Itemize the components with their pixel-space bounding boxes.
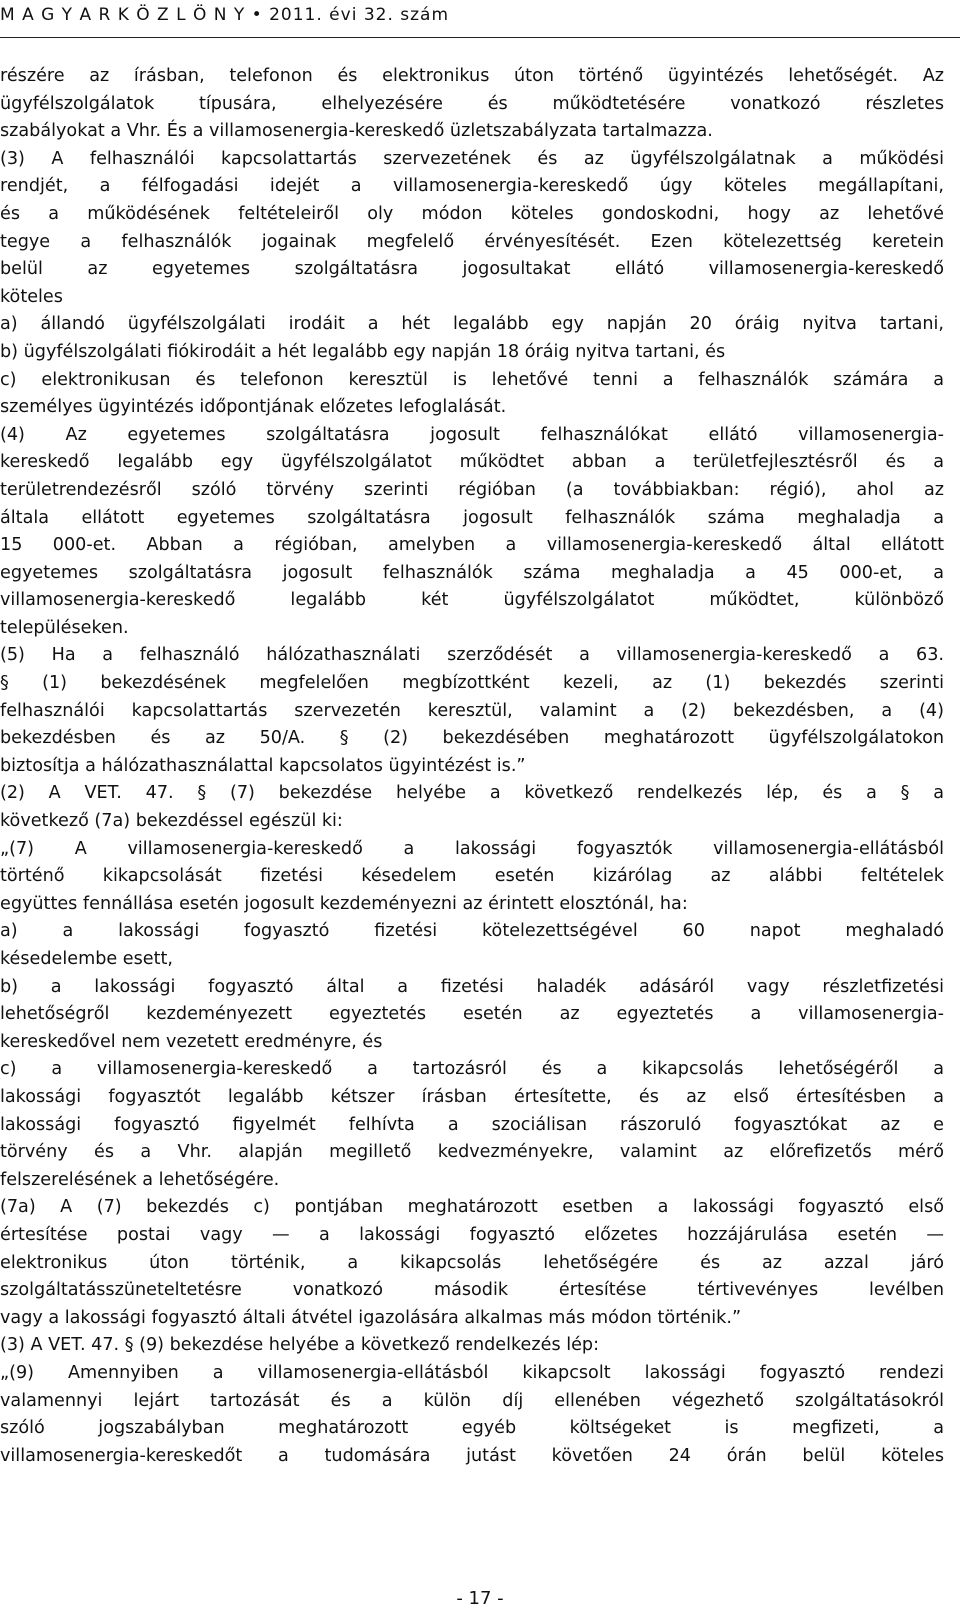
text-line: lehetőségről kezdeményezett egyeztetés esetén az egyeztetés a villamosenergia- (0, 1004, 944, 1025)
text-line: vagy a lakossági fogyasztó általi átvétel igazolására alkalmas más módon történik.” (0, 1307, 742, 1328)
text-line: lakossági fogyasztót legalább kétszer írásban értesítette, és az első értesítésben a (0, 1086, 944, 1107)
text-line: „(7) A villamosenergia-kereskedő a lakossági fogyasztók villamosenergia-ellátásból (0, 838, 944, 859)
page-header: M A G Y A R K Ö Z L Ö N Y • 2011. évi 32. szám (0, 5, 450, 25)
text-line: (5) Ha a felhasználó hálózathasználati szerződését a villamosenergia-kereskedő a 63. (0, 645, 944, 666)
text-line: (3) A VET. 47. § (9) bekezdése helyébe a következő rendelkezés lép: (0, 1335, 600, 1356)
text-line: történő kikapcsolását fizetési késedelem esetén kizárólag az alábbi feltételek (0, 866, 944, 887)
text-line: részére az írásban, telefonon és elektronikus úton történő ügyintézés lehetőségét. Az (0, 66, 944, 86)
text-line: villamosenergia-kereskedő legalább két ügyfélszolgálatot működtet, különböző (0, 590, 944, 611)
text-line: (2) A VET. 47. § (7) bekezdése helyébe a következő rendelkezés lép, és a § a (0, 783, 944, 804)
text-line: felszerelésének a lehetőségére. (0, 1169, 280, 1190)
text-line: törvény és a Vhr. alapján megillető kedvezményekre, valamint az előrefizetős mérő (0, 1142, 944, 1163)
text-line: ügyfélszolgálatok típusára, elhelyezésére és működtetésére vonatkozó részletes (0, 93, 944, 114)
text-line: köteles (0, 286, 63, 307)
text-line: bekezdésben és az 50/A. § (2) bekezdésében meghatározott ügyfélszolgálatokon (0, 728, 944, 749)
text-line: belül az egyetemes szolgáltatásra jogosultakat ellátó villamosenergia-kereskedő (0, 259, 944, 280)
text-line: együttes fennállása esetén jogosult kezdeményezni az érintett elosztónál, ha: (0, 893, 688, 914)
text-line: szóló jogszabályban meghatározott egyéb költségeket is megfizeti, a (0, 1418, 944, 1439)
text-line: villamosenergia-kereskedőt a tudomására jutást követően 24 órán belül köteles (0, 1445, 944, 1466)
text-line: szabályokat a Vhr. És a villamosenergia-kereskedő üzletszabályzata tartalmazza. (0, 121, 713, 142)
text-line: személyes ügyintézés időpontjának előzetes lefoglalását. (0, 397, 507, 418)
text-line: „(9) Amennyiben a villamosenergia-ellátásból kikapcsolt lakossági fogyasztó rendezi (0, 1362, 944, 1383)
text-line: valamennyi lejárt tartozását és a külön díj ellenében végezhető szolgáltatásokról (0, 1390, 944, 1411)
text-line: b) a lakossági fogyasztó által a fizetési haladék adásáról vagy részletfizetési (0, 976, 944, 997)
text-line: a) állandó ügyfélszolgálati irodáit a hét legalább egy napján 20 óráig nyitva tartani, (0, 314, 944, 335)
text-line: (7a) A (7) bekezdés c) pontjában meghatározott esetben a lakossági fogyasztó első (0, 1197, 944, 1218)
text-line: 15 000-et. Abban a régióban, amelyben a villamosenergia-kereskedő által ellátott (0, 535, 944, 556)
text-line: késedelembe esett, (0, 949, 174, 969)
text-line: és a működésének feltételeiről oly módon köteles gondoskodni, hogy az lehetővé (0, 203, 944, 224)
text-line: elektronikus úton történik, a kikapcsolás lehetőségére és az azzal járó (0, 1252, 944, 1273)
text-line: egyetemes szolgáltatásra jogosult felhasználók száma meghaladja a 45 000-et, a (0, 562, 944, 583)
text-line: értesítése postai vagy — a lakossági fogyasztó előzetes hozzájárulása esetén — (0, 1224, 944, 1245)
text-line: általa ellátott egyetemes szolgáltatásra jogosult felhasználók száma meghaladja a (0, 507, 944, 528)
text-line: c) a villamosenergia-kereskedő a tartozásról és a kikapcsolás lehetőségéről a (0, 1059, 944, 1080)
text-line: rendjét, a félfogadási idejét a villamosenergia-kereskedő úgy köteles megállapítani, (0, 176, 944, 197)
page-number: - 17 - (456, 1588, 504, 1609)
text-line: területrendezésről szóló törvény szerinti régióban (a továbbiakban: régió), ahol az (0, 479, 944, 500)
text-line: felhasználói kapcsolattartás szervezetén keresztül, valamint a (2) bekezdésben, a (4) (0, 700, 944, 721)
text-line: lakossági fogyasztó figyelmét felhívta a szociálisan rászoruló fogyasztókat az e (0, 1114, 944, 1135)
text-line: c) elektronikusan és telefonon keresztül is lehetővé tenni a felhasználók számára a (0, 369, 944, 390)
text-line: § (1) bekezdésének megfelelően megbízottként kezeli, az (1) bekezdés szerinti (0, 673, 944, 694)
text-line: (4) Az egyetemes szolgáltatásra jogosult felhasználókat ellátó villamosenergia- (0, 424, 944, 445)
document-body (0, 63, 944, 1470)
text-line: a) a lakossági fogyasztó fizetési kötelezettségével 60 napot meghaladó (0, 921, 944, 942)
text-line: tegye a felhasználók jogainak megfelelő érvényesítését. Ezen kötelezettség keretein (0, 231, 944, 252)
text-line: (3) A felhasználói kapcsolattartás szervezetének és az ügyfélszolgálatnak a működési (0, 148, 944, 169)
text-line: kereskedővel nem vezetett eredményre, és (0, 1031, 383, 1052)
text-line: b) ügyfélszolgálati fiókirodáit a hét legalább egy napján 18 óráig nyitva tartani, és (0, 341, 726, 362)
text-line: biztosítja a hálózathasználattal kapcsolatos ügyintézést is.” (0, 755, 526, 776)
text-line: szolgáltatásszüneteltetésre vonatkozó második értesítése tértivevényes levélben (0, 1280, 944, 1301)
text-line: településeken. (0, 617, 129, 638)
text-line: következő (7a) bekezdéssel egészül ki: (0, 811, 343, 832)
text-line: kereskedő legalább egy ügyfélszolgálatot működtet abban a területfejlesztésről és a (0, 452, 944, 473)
header-divider (0, 37, 960, 38)
